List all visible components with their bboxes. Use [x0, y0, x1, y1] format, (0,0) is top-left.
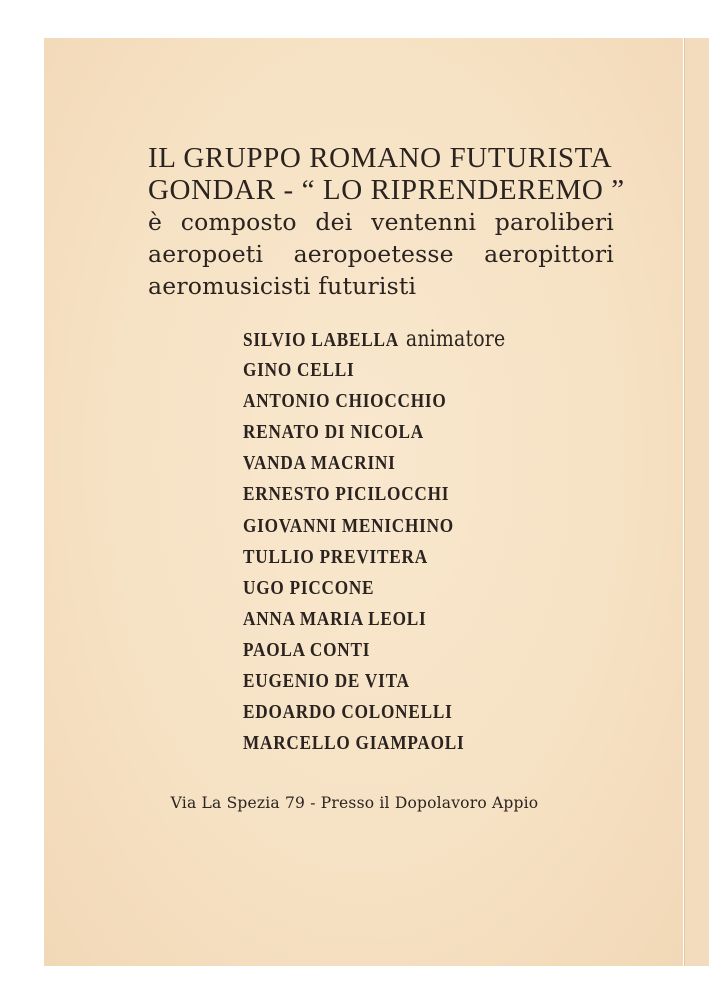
member-item: [243, 604, 505, 635]
heading-line-5: aeromusicisti futuristi: [148, 272, 417, 300]
word: composto: [180, 208, 297, 236]
member-item: [243, 417, 505, 448]
heading-line-1: IL GRUPPO ROMANO FUTURISTA: [148, 142, 613, 174]
member-name: GINO CELLI: [243, 359, 355, 382]
member-name: UGO PICCONE: [243, 576, 375, 599]
heading-line-4: [148, 238, 614, 270]
word: dei: [315, 208, 353, 236]
member-item: [243, 511, 505, 542]
member-name: ANTONIO CHIOCCHIO: [243, 390, 447, 413]
member-item: [243, 448, 505, 479]
member-item: [243, 573, 505, 604]
member-item: [243, 666, 505, 697]
heading-line-3: [148, 206, 614, 238]
member-name: RENATO DI NICOLA: [243, 421, 424, 444]
member-name: EUGENIO DE VITA: [243, 670, 410, 693]
member-name: VANDA MACRINI: [243, 452, 396, 475]
member-item: [243, 542, 505, 573]
member-item: [243, 324, 505, 355]
word: ventenni: [371, 208, 477, 236]
word: aeropoetesse: [293, 240, 454, 268]
member-name: PAOLA CONTI: [243, 638, 371, 661]
address-line: Via La Spezia 79 - Presso il Dopolavoro Appio: [170, 794, 539, 812]
member-item: [243, 635, 505, 666]
member-name: EDOARDO COLONELLI: [243, 701, 453, 724]
member-item: [243, 355, 505, 386]
member-item: [243, 386, 505, 417]
word: paroliberi: [494, 208, 614, 236]
word: è: [148, 208, 163, 236]
member-item: [243, 728, 505, 759]
member-name: GIOVANNI MENICHINO: [243, 514, 454, 537]
member-name: SILVIO LABELLA: [243, 329, 399, 351]
heading-line-2: GONDAR - “ LO RIPRENDEREMO ”: [148, 174, 625, 206]
member-name: TULLIO PREVITERA: [243, 545, 428, 568]
member-list: [243, 324, 548, 759]
member-name: ANNA MARIA LEOLI: [243, 607, 427, 630]
member-name: ERNESTO PICILOCCHI: [243, 483, 450, 506]
adjacent-page-edge: [684, 38, 709, 966]
member-role: animatore: [405, 327, 506, 352]
heading-block: [148, 142, 628, 302]
word: aeropoeti: [148, 240, 264, 268]
word: aeropittori: [484, 240, 614, 268]
member-name: MARCELLO GIAMPAOLI: [243, 732, 465, 755]
member-item: [243, 479, 505, 510]
member-item: [243, 697, 505, 728]
